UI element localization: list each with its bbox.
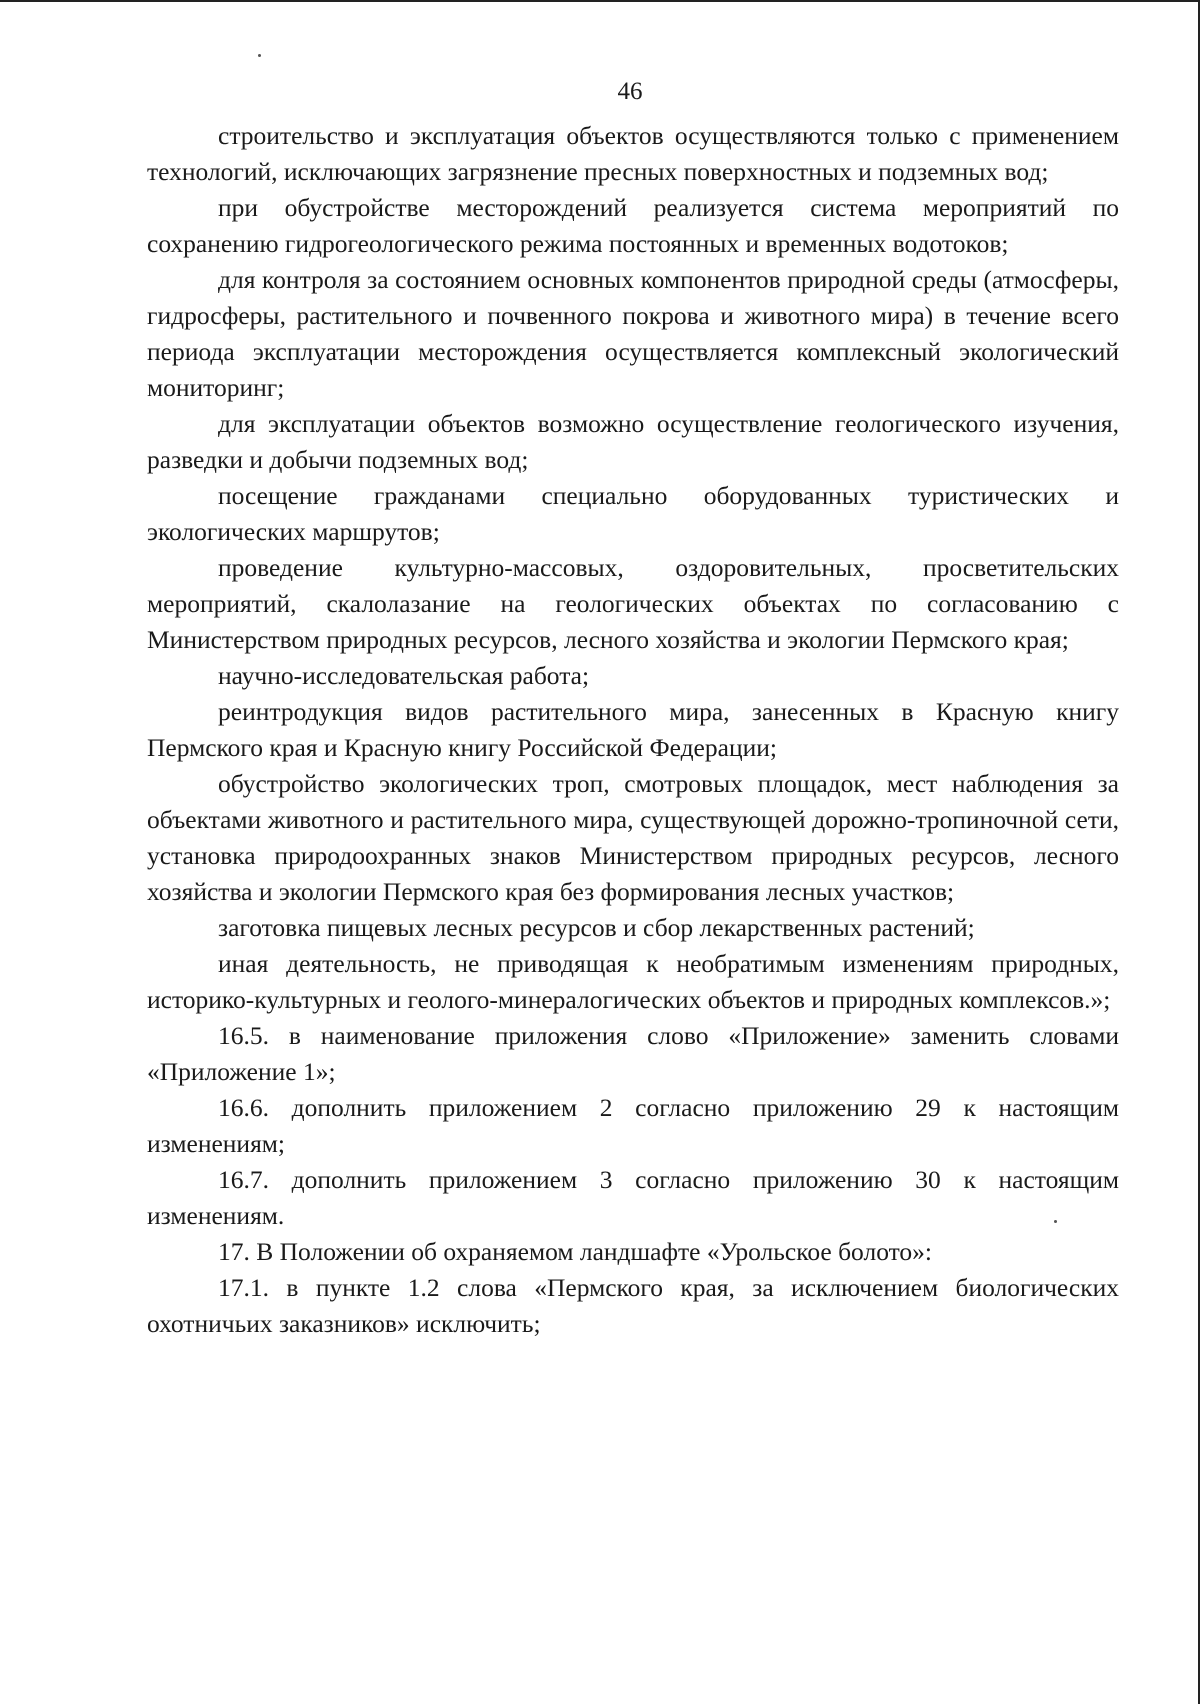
paragraph: при обустройстве месторождений реализуется система мероприятий по сохранению гидрогеологического режима постоянных и временных водотоков; [147,193,1119,258]
paragraph: 16.5. в наименование приложения слово «Приложение» заменить словами «Приложение 1»; [147,1021,1119,1086]
paragraph: 17. В Положении об охраняемом ландшафте «Урольское болото»: [218,1237,932,1266]
scan-speck [1054,1220,1057,1223]
paragraph: заготовка пищевых лесных ресурсов и сбор лекарственных растений; [218,913,975,942]
scan-speck [258,54,261,57]
paragraph: 16.6. дополнить приложением 2 согласно приложению 29 к настоящим изменениям; [147,1093,1119,1158]
paragraph: для эксплуатации объектов возможно осуществление геологического изучения, разведки и добычи подземных вод; [147,409,1119,474]
paragraph: реинтродукция видов растительного мира, занесенных в Красную книгу Пермского края и Красную книгу Российской Федерации; [147,697,1119,762]
paragraph: 17.1. в пункте 1.2 слова «Пермского края, за исключением биологических охотничьих заказников» исключить; [147,1273,1119,1338]
page-number: 46 [617,78,643,105]
paragraph: проведение культурно-массовых, оздоровительных, просветительских мероприятий, скалолазание на геологических объектах по согласованию с Министерством природных ресурсов, лесного хозяйства и экологии Пермского края; [147,553,1119,654]
paragraph: строительство и эксплуатация объектов осуществляются только с применением технологий, исключающих загрязнение пресных поверхностных и подземных вод; [147,121,1119,186]
paragraph: посещение гражданами специально оборудованных туристических и экологических маршрутов; [147,481,1119,546]
document-body [147,118,1119,1342]
paragraph: для контроля за состоянием основных компонентов природной среды (атмосферы, гидросферы, растительного и почвенного покрова и животного мира) в течение всего периода эксплуатации месторождения осуществляется комплексный экологический мониторинг; [147,265,1119,402]
paragraph: обустройство экологических троп, смотровых площадок, мест наблюдения за объектами животного и растительного мира, существующей дорожно-тропиночной сети, установка природоохранных знаков Министерством природных ресурсов, лесного хозяйства и экологии Пермского края без формирования лесных участков; [147,769,1119,906]
paragraph: 16.7. дополнить приложением 3 согласно приложению 30 к настоящим изменениям. [147,1165,1119,1230]
paragraph: научно-исследовательская работа; [218,661,590,690]
paragraph: иная деятельность, не приводящая к необратимым изменениям природных, историко-культурных и геолого-минералогических объектов и природных комплексов.»; [147,949,1119,1014]
